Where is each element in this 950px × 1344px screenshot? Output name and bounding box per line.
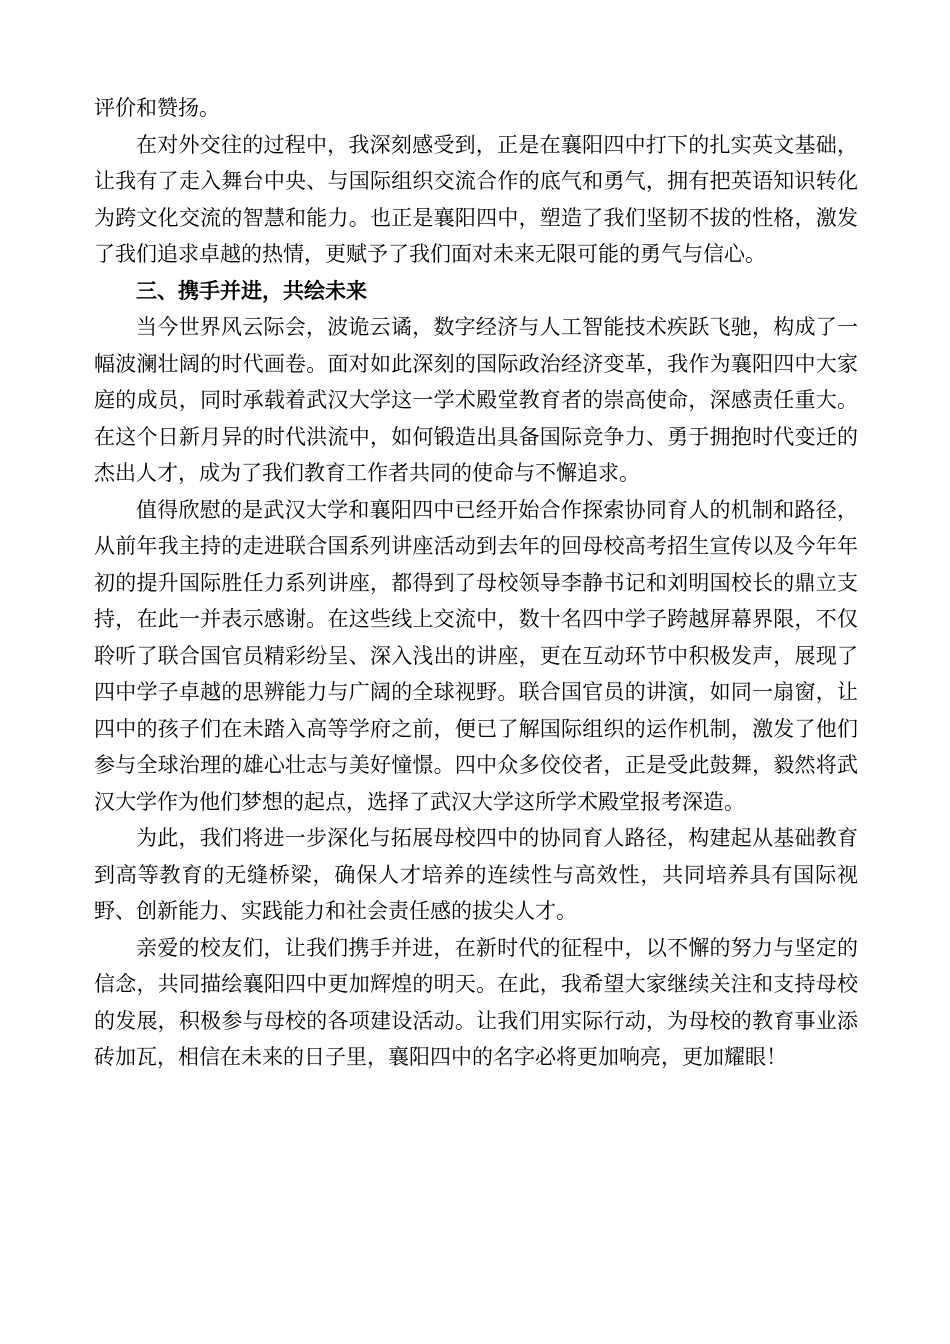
document-body <box>94 90 858 1076</box>
paragraph-continuation: 评价和赞扬。 <box>94 96 220 120</box>
paragraph-closing-appeal: 亲爱的校友们，让我们携手并进，在新时代的征程中，以不懈的努力与坚定的信念，共同描绘襄阳四中更加辉煌的明天。在此，我希望大家继续关注和支持母校的发展，积极参与母校的各项建设活动。让我们用实际行动，为母校的教育事业添砖加瓦，相信在未来的日子里，襄阳四中的名字必将更加响亮，更加耀眼！ <box>94 935 858 1069</box>
paragraph-deepen-path: 为此，我们将进一步深化与拓展母校四中的协同育人路径，构建起从基础教育到高等教育的无缝桥梁，确保人才培养的连续性与高效性，共同培养具有国际视野、创新能力、实践能力和社会责任感的拔尖人才。 <box>94 826 858 923</box>
paragraph-era-context: 当今世界风云际会，波诡云谲，数字经济与人工智能技术疾跃飞驰，构成了一幅波澜壮阔的时代画卷。面对如此深刻的国际政治经济变革，我作为襄阳四中大家庭的成员，同时承载着武汉大学这一学术殿堂教育者的崇高使命，深感责任重大。在这个日新月异的时代洪流中，如何锻造出具备国际竞争力、勇于拥抱时代变迁的杰出人才，成为了我们教育工作者共同的使命与不懈追求。 <box>94 315 858 485</box>
paragraph-cooperation: 值得欣慰的是武汉大学和襄阳四中已经开始合作探索协同育人的机制和路径，从前年我主持的走进联合国系列讲座活动到去年的回母校高考招生宣传以及今年年初的提升国际胜任力系列讲座，都得到了母校领导李静书记和刘明国校长的鼎立支持，在此一并表示感谢。在这些线上交流中，数十名四中学子跨越屏幕界限，不仅聆听了联合国官员精彩纷呈、深入浅出的讲座，更在互动环节中积极发声，展现了四中学子卓越的思辨能力与广阔的全球视野。联合国官员的讲演，如同一扇窗，让四中的孩子们在未踏入高等学府之前，便已了解国际组织的运作机制，激发了他们参与全球治理的雄心壮志与美好憧憬。四中众多佼佼者，正是受此鼓舞，毅然将武汉大学作为他们梦想的起点，选择了武汉大学这所学术殿堂报考深造。 <box>94 497 858 814</box>
section-heading-3: 三、携手并进，共绘未来 <box>136 278 367 303</box>
paragraph-foreign-exchange: 在对外交往的过程中，我深刻感受到，正是在襄阳四中打下的扎实英文基础，让我有了走入舞台中央、与国际组织交流合作的底气和勇气，拥有把英语知识转化为跨文化交流的智慧和能力。也正是襄阳四中，塑造了我们坚韧不拔的性格，激发了我们追求卓越的热情，更赋予了我们面对未来无限可能的勇气与信心。 <box>94 132 858 266</box>
